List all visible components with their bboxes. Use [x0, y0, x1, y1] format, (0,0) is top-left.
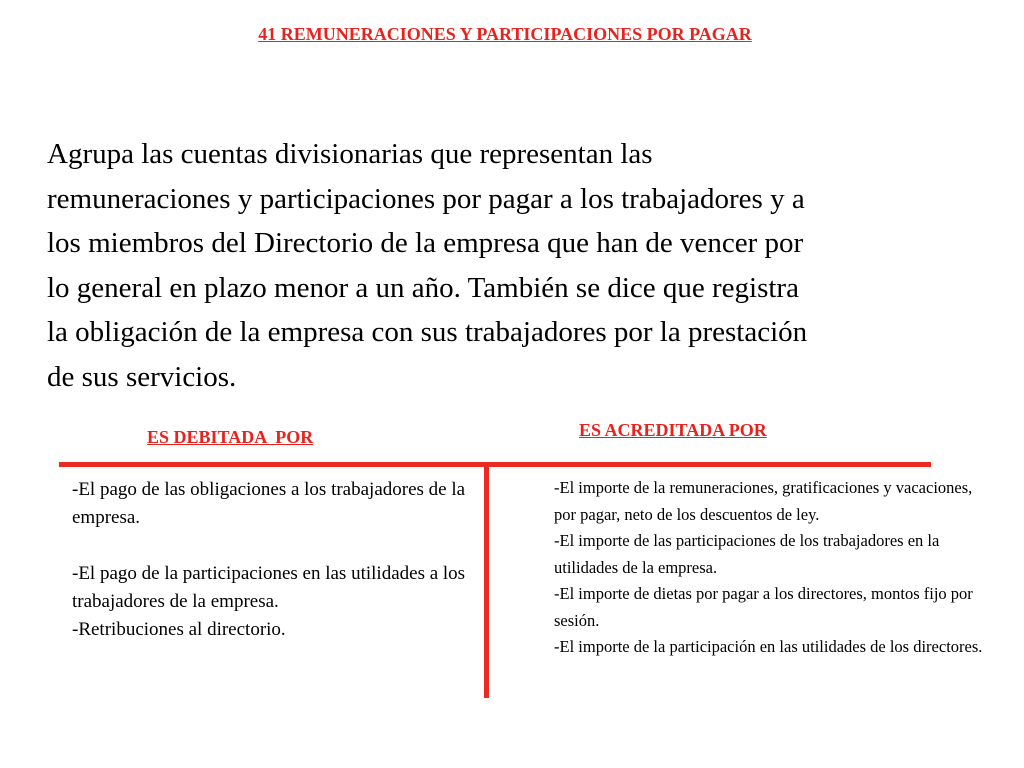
t-account-vertical-line: [484, 462, 489, 698]
credit-item: -El importe de las participaciones de los trabajadores en la utilidades de la empresa.: [554, 531, 940, 577]
t-account-horizontal-line: [59, 462, 931, 467]
intro-paragraph: Agrupa las cuentas divisionarias que representan las remuneraciones y participaciones por pagar a los trabajadores y a los miembros del Directorio de la empresa que han de vencer por lo general en plazo menor a un año. También se dice que registra la obligación de la empresa con sus trabajadores por la prestación de sus servicios.: [47, 138, 808, 393]
credit-item: -El importe de dietas por pagar a los directores, montos fijo por sesión.: [554, 584, 973, 630]
credit-item: -El importe de la remuneraciones, gratificaciones y vacaciones, por pagar, neto de los descuentos de ley.: [554, 478, 973, 524]
credit-heading: ES ACREDITADA POR: [579, 420, 767, 440]
debit-item: -El pago de las obligaciones a los trabajadores de la empresa.: [72, 479, 466, 528]
credit-list: [554, 475, 984, 661]
credit-item: -El importe de la participación en las utilidades de los directores.: [554, 637, 983, 656]
debit-heading: ES DEBITADA POR: [147, 427, 314, 447]
page-title: 41 REMUNERACIONES Y PARTICIPACIONES POR PAGAR: [258, 24, 752, 44]
debit-item: -Retribuciones al directorio.: [72, 619, 286, 640]
debit-list: [72, 476, 472, 644]
debit-item: -El pago de la participaciones en las utilidades a los trabajadores de la empresa.: [72, 563, 466, 612]
